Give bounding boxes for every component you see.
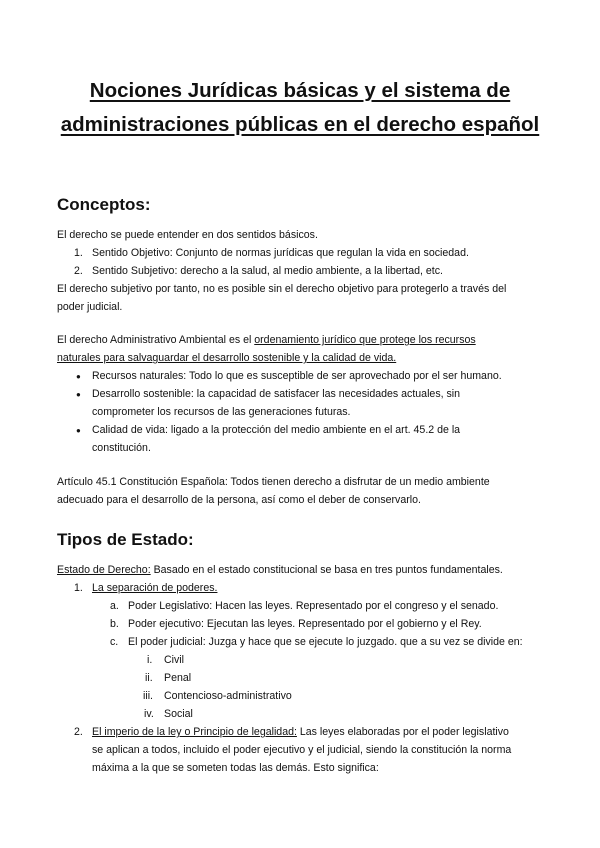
estado-de-derecho-line <box>57 563 503 577</box>
title-line-1: Nociones Jurídicas básicas y el sistema de <box>89 79 511 102</box>
subsublist-item: Contencioso-administrativo <box>164 690 292 702</box>
bullet-item-cont: comprometer los recursos de las generaciones futuras. <box>92 406 351 418</box>
paragraph-line: poder judicial. <box>57 301 123 313</box>
paragraph-line: El derecho subjetivo por tanto, no es posible sin el derecho objetivo para protegerlo a través del <box>57 283 507 295</box>
bullet-icon: ● <box>76 372 81 381</box>
list-item-cont: máxima a la que se someten todas las demás. Esto significa: <box>92 762 379 774</box>
sublist-marker: a. <box>110 600 119 612</box>
document-title <box>40 74 560 142</box>
list-item-label: El imperio de la ley o Principio de legalidad: <box>92 726 297 738</box>
list-marker: 1. <box>74 247 83 259</box>
bullet-item-cont: constitución. <box>92 442 151 454</box>
underlined-definition: ordenamiento jurídico que protege los recursos <box>254 334 476 346</box>
list-marker: 2. <box>74 726 83 738</box>
list-item: Sentido Subjetivo: derecho a la salud, al medio ambiente, a la libertad, etc. <box>92 265 443 277</box>
list-item-text: Las leyes elaboradas por el poder legislativo <box>296 726 509 738</box>
bullet-item: Desarrollo sostenible: la capacidad de satisfacer las necesidades actuales, sin <box>92 388 461 400</box>
sublist-marker: c. <box>110 636 119 648</box>
underlined-definition-cont: naturales para salvaguardar el desarrollo sostenible y la calidad de vida. <box>57 352 397 364</box>
list-item-label: La separación de poderes. <box>92 582 218 594</box>
subsublist-marker: i. <box>147 654 153 666</box>
paragraph-prefix: El derecho Administrativo Ambiental es el <box>57 334 255 346</box>
article-text: adecuado para el desarrollo de la persona, así como el deber de conservarlo. <box>57 494 421 506</box>
list-item <box>92 725 509 739</box>
bullet-item: Recursos naturales: Todo lo que es susceptible de ser aprovechado por el ser humano. <box>92 370 502 382</box>
bullet-icon: ● <box>76 390 81 399</box>
list-item-cont: se aplican a todos, incluido el poder ejecutivo y el judicial, siendo la constitución la norma <box>92 744 512 756</box>
list-marker: 1. <box>74 582 83 594</box>
title-line-2: administraciones públicas en el derecho español <box>60 113 540 136</box>
subsublist-item: Penal <box>164 672 192 684</box>
sublist-item: Poder ejecutivo: Ejecutan las leyes. Representado por el gobierno y el Rey. <box>128 618 482 630</box>
estado-label: Estado de Derecho: <box>57 564 151 576</box>
bullet-icon: ● <box>76 426 81 435</box>
paragraph-line <box>57 333 476 347</box>
list-item: Sentido Objetivo: Conjunto de normas jurídicas que regulan la vida en sociedad. <box>92 247 469 259</box>
subsublist-marker: iii. <box>143 690 154 702</box>
estado-text: Basado en el estado constitucional se basa en tres puntos fundamentales. <box>150 564 503 576</box>
list-marker: 2. <box>74 265 83 277</box>
section-heading-tipos-estado: Tipos de Estado: <box>57 530 194 549</box>
intro-text: El derecho se puede entender en dos sentidos básicos. <box>57 229 318 241</box>
subsublist-item: Civil <box>164 654 185 666</box>
subsublist-marker: iv. <box>144 708 154 720</box>
article-text: Artículo 45.1 Constitución Española: Todos tienen derecho a disfrutar de un medio ambiente <box>57 476 490 488</box>
sublist-item: El poder judicial: Juzga y hace que se ejecute lo juzgado. que a su vez se divide en: <box>128 636 523 648</box>
sublist-marker: b. <box>110 618 119 630</box>
sublist-item: Poder Legislativo: Hacen las leyes. Representado por el congreso y el senado. <box>128 600 499 612</box>
section-heading-conceptos: Conceptos: <box>57 195 151 214</box>
subsublist-item: Social <box>164 708 193 720</box>
subsublist-marker: ii. <box>145 672 153 684</box>
bullet-item: Calidad de vida: ligado a la protección del medio ambiente en el art. 45.2 de la <box>92 424 461 436</box>
